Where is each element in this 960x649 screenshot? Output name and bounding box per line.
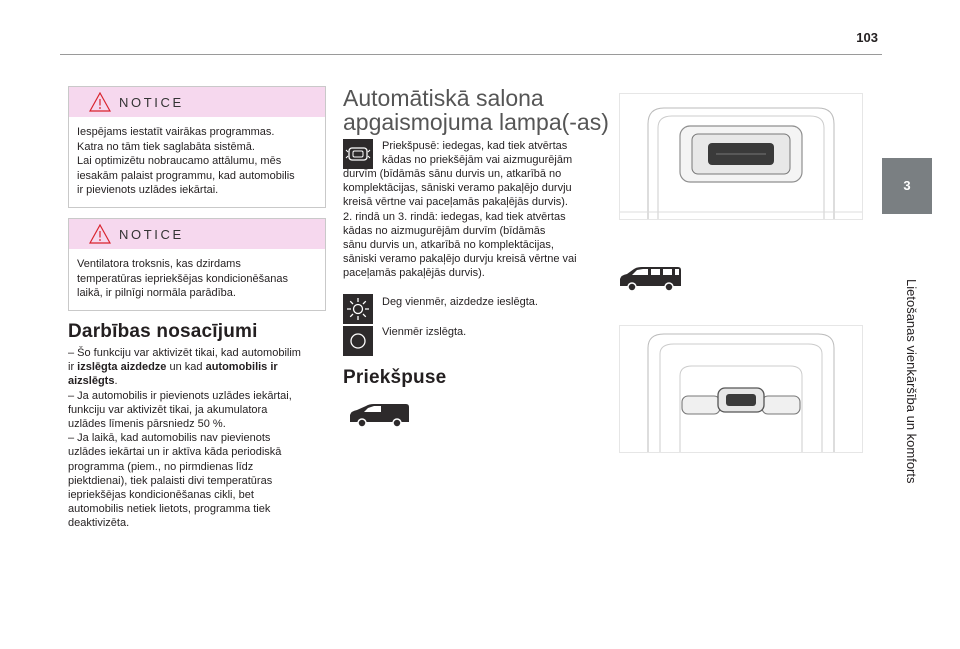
notice-line: temperatūras iepriekšējas kondicionēšanas: [77, 272, 288, 285]
text-line: – Ja automobilis ir pievienots uzlādes iekārtai,: [68, 389, 292, 402]
notice-line: laikā, ir pilnīgi normāla parādība.: [77, 287, 236, 299]
text-line: 2. rindā un 3. rindā: iedegas, kad tiek atvērtas: [343, 210, 566, 223]
text-line: sānu durvis un, atkarībā no komplektācijas,: [343, 239, 554, 252]
text-line: – Ja laikā, kad automobilis nav pievienots: [68, 432, 271, 445]
front-lamp-figure: [619, 93, 863, 220]
text-line: iepriekšējas kondicionēšanas cikli, bet: [68, 489, 254, 502]
notice-line: Ventilatora troksnis, kas dzirdams: [77, 258, 241, 270]
text-line: automobilis netiek lietots, programma tiek: [68, 503, 271, 516]
notice-line: Lai optimizētu nobraucamo attālumu, mēs: [77, 155, 282, 167]
title-line: apgaismojuma lampa(-as): [343, 109, 609, 135]
section-heading: Darbības nosacījumi: [68, 321, 258, 342]
text-line: Priekšpusē: iedegas, kad tiek atvērtas: [382, 140, 568, 152]
text-run: un kad: [166, 361, 206, 374]
operating-text: [68, 346, 301, 531]
bold-run: izslēgta aizdedze: [77, 361, 167, 374]
notice-text: [69, 117, 325, 207]
text-run: ir: [68, 361, 78, 374]
sun-lamp-icon: [343, 294, 373, 324]
text-line: sāniski veramo pakaļējo durvju kreisā vērtne vai: [343, 253, 577, 266]
text-line: funkciju var aktivizēt tikai, ja akumulatora: [68, 403, 268, 416]
door-lamp-icon: [343, 139, 373, 169]
door-mode-text: [382, 139, 572, 167]
notice-title: NOTICE: [119, 227, 184, 242]
text-line: komplektācijas, sāniski veramo pakaļējo durvju: [343, 182, 572, 195]
text-line: kādas no aizmugurējām durvīm (bīdāmās: [343, 224, 546, 237]
text-line: programma (piem., no pirmdienas līdz: [68, 460, 254, 473]
notice-title: NOTICE: [119, 95, 184, 110]
van-illustration: [348, 400, 412, 435]
notice-line: ir pievienots uzlādes iekārtai.: [77, 184, 219, 196]
always-on-text: Deg vienmēr, aizdedze ieslēgta.: [382, 296, 538, 308]
notice-line: iesakām palaist programmu, kad automobilis: [77, 169, 295, 182]
text-line: deaktivizēta.: [68, 517, 130, 530]
text-run: – Šo funkciju var aktivizēt tikai, kad automobilim: [68, 347, 301, 359]
text-line: kādas no priekšējām vai aizmugurējām: [382, 154, 573, 167]
text-line: piektdienai), tiek palaisti divi temperatūras: [68, 474, 273, 487]
header-rule: [60, 54, 882, 55]
warning-triangle-icon: [89, 92, 111, 112]
text-line: uzlādes iekārtai un ir aktīva kāda periodiskā: [68, 446, 282, 459]
notice-line: Katra no tām tiek saglabāta sistēmā.: [77, 140, 255, 153]
chapter-label: Lietošanas vienkāršība un komforts: [904, 279, 919, 484]
title-line: Automātiskā salona: [343, 85, 544, 111]
passenger-van-illustration: [618, 264, 684, 299]
section-heading: Priekšpuse: [343, 367, 447, 388]
lamp-off-icon: [343, 326, 373, 356]
warning-triangle-icon: [89, 224, 111, 244]
bold-run: aizslēgts: [68, 375, 115, 388]
text-run: .: [114, 375, 118, 388]
rear-lamp-figure: [619, 325, 863, 453]
notice-text: [69, 249, 325, 310]
notice-header: [69, 87, 325, 117]
chapter-tab[interactable]: 3: [882, 158, 932, 214]
notice-box: [68, 218, 326, 311]
notice-line: Iespējams iestatīt vairākas programmas.: [77, 126, 275, 138]
text-line: uzlādes līmenis pārsniedz 50 %.: [68, 418, 226, 431]
text-line: kreisā vērtne vai paceļamās pakaļējās durvis).: [343, 196, 568, 209]
text-line: paceļamās pakaļējās durvis).: [343, 267, 485, 280]
always-off-text: Vienmēr izslēgta.: [382, 326, 467, 338]
page-number: 103: [856, 30, 878, 45]
notice-box: [68, 86, 326, 208]
door-mode-text-continued: [343, 167, 577, 281]
section-title: [343, 86, 609, 134]
notice-header: [69, 219, 325, 249]
text-line: durvīm (bīdāmās sānu durvis un, atkarībā no: [343, 168, 562, 180]
bold-run: automobilis ir: [205, 361, 278, 374]
